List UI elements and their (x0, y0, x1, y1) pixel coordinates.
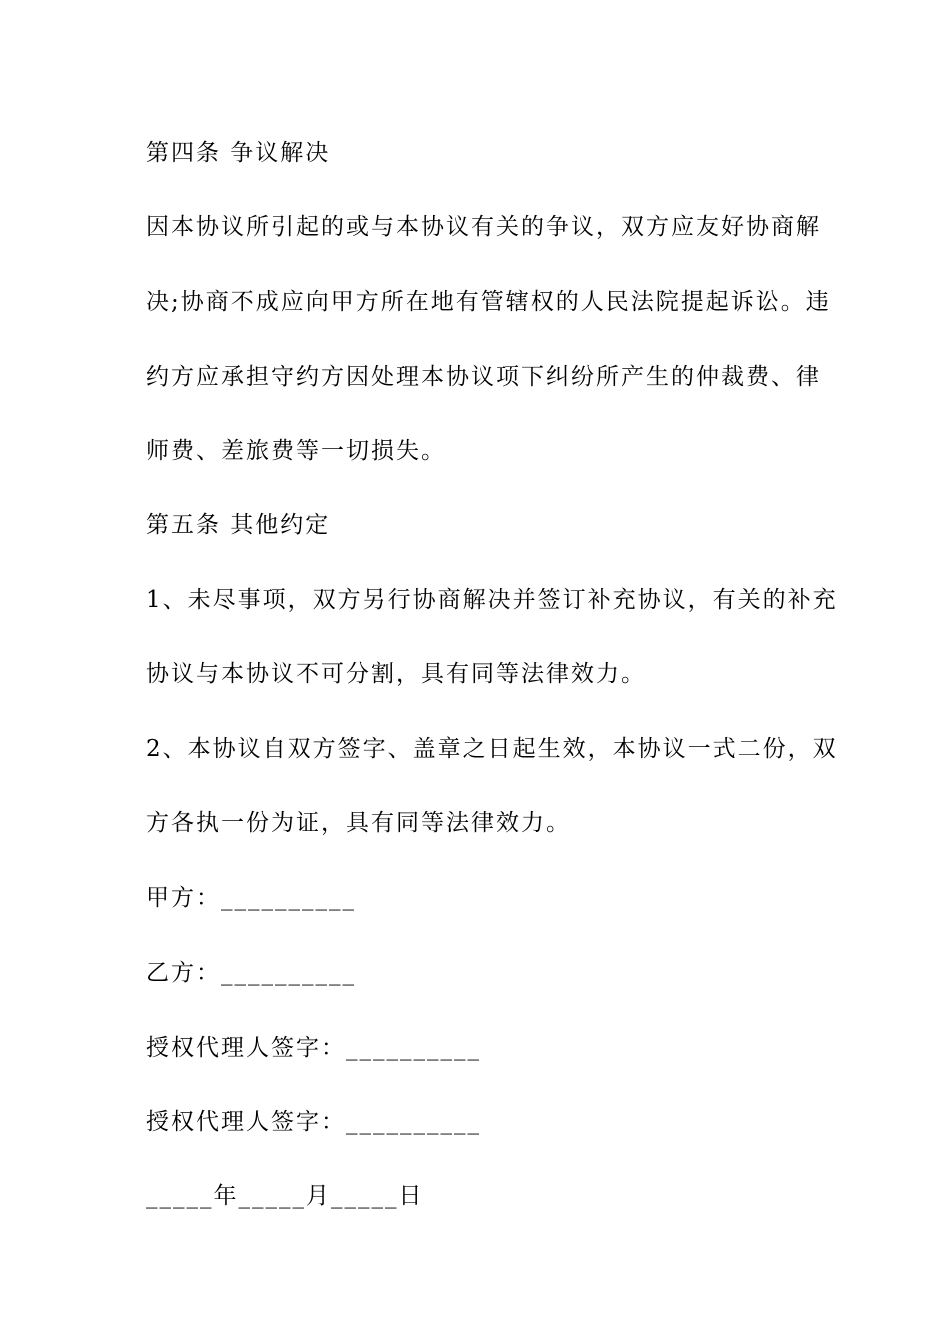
paragraph-line: 因本协议所引起的或与本协议有关的争议，双方应友好协商解 (146, 214, 821, 240)
paragraph-line: 协议与本协议不可分割，具有同等法律效力。 (146, 661, 646, 687)
date-line: _____年_____月_____日 (146, 1183, 424, 1209)
paragraph-line: 决;协商不成应向甲方所在地有管辖权的人民法院提起诉讼。违 (146, 289, 831, 315)
paragraph-line: 约方应承担守约方因处理本协议项下纠纷所产生的仲裁费、律 (146, 364, 821, 390)
paragraph-line: 方各执一份为证，具有同等法律效力。 (146, 810, 571, 836)
agent-signature-line: 授权代理人签字：__________ (146, 1109, 481, 1135)
paragraph-line: 2、本协议自双方签字、盖章之日起生效，本协议一式二份，双 (146, 736, 838, 762)
section-heading-other-terms: 第五条 其他约定 (146, 512, 331, 538)
party-a-signature-line: 甲方：__________ (146, 885, 356, 911)
paragraph-line: 1、未尽事项，双方另行协商解决并签订补充协议，有关的补充 (146, 587, 838, 613)
agent-signature-line: 授权代理人签字：__________ (146, 1035, 481, 1061)
section-heading-dispute-resolution: 第四条 争议解决 (146, 140, 331, 166)
party-b-signature-line: 乙方：__________ (146, 960, 356, 986)
paragraph-line: 师费、差旅费等一切损失。 (146, 438, 446, 464)
